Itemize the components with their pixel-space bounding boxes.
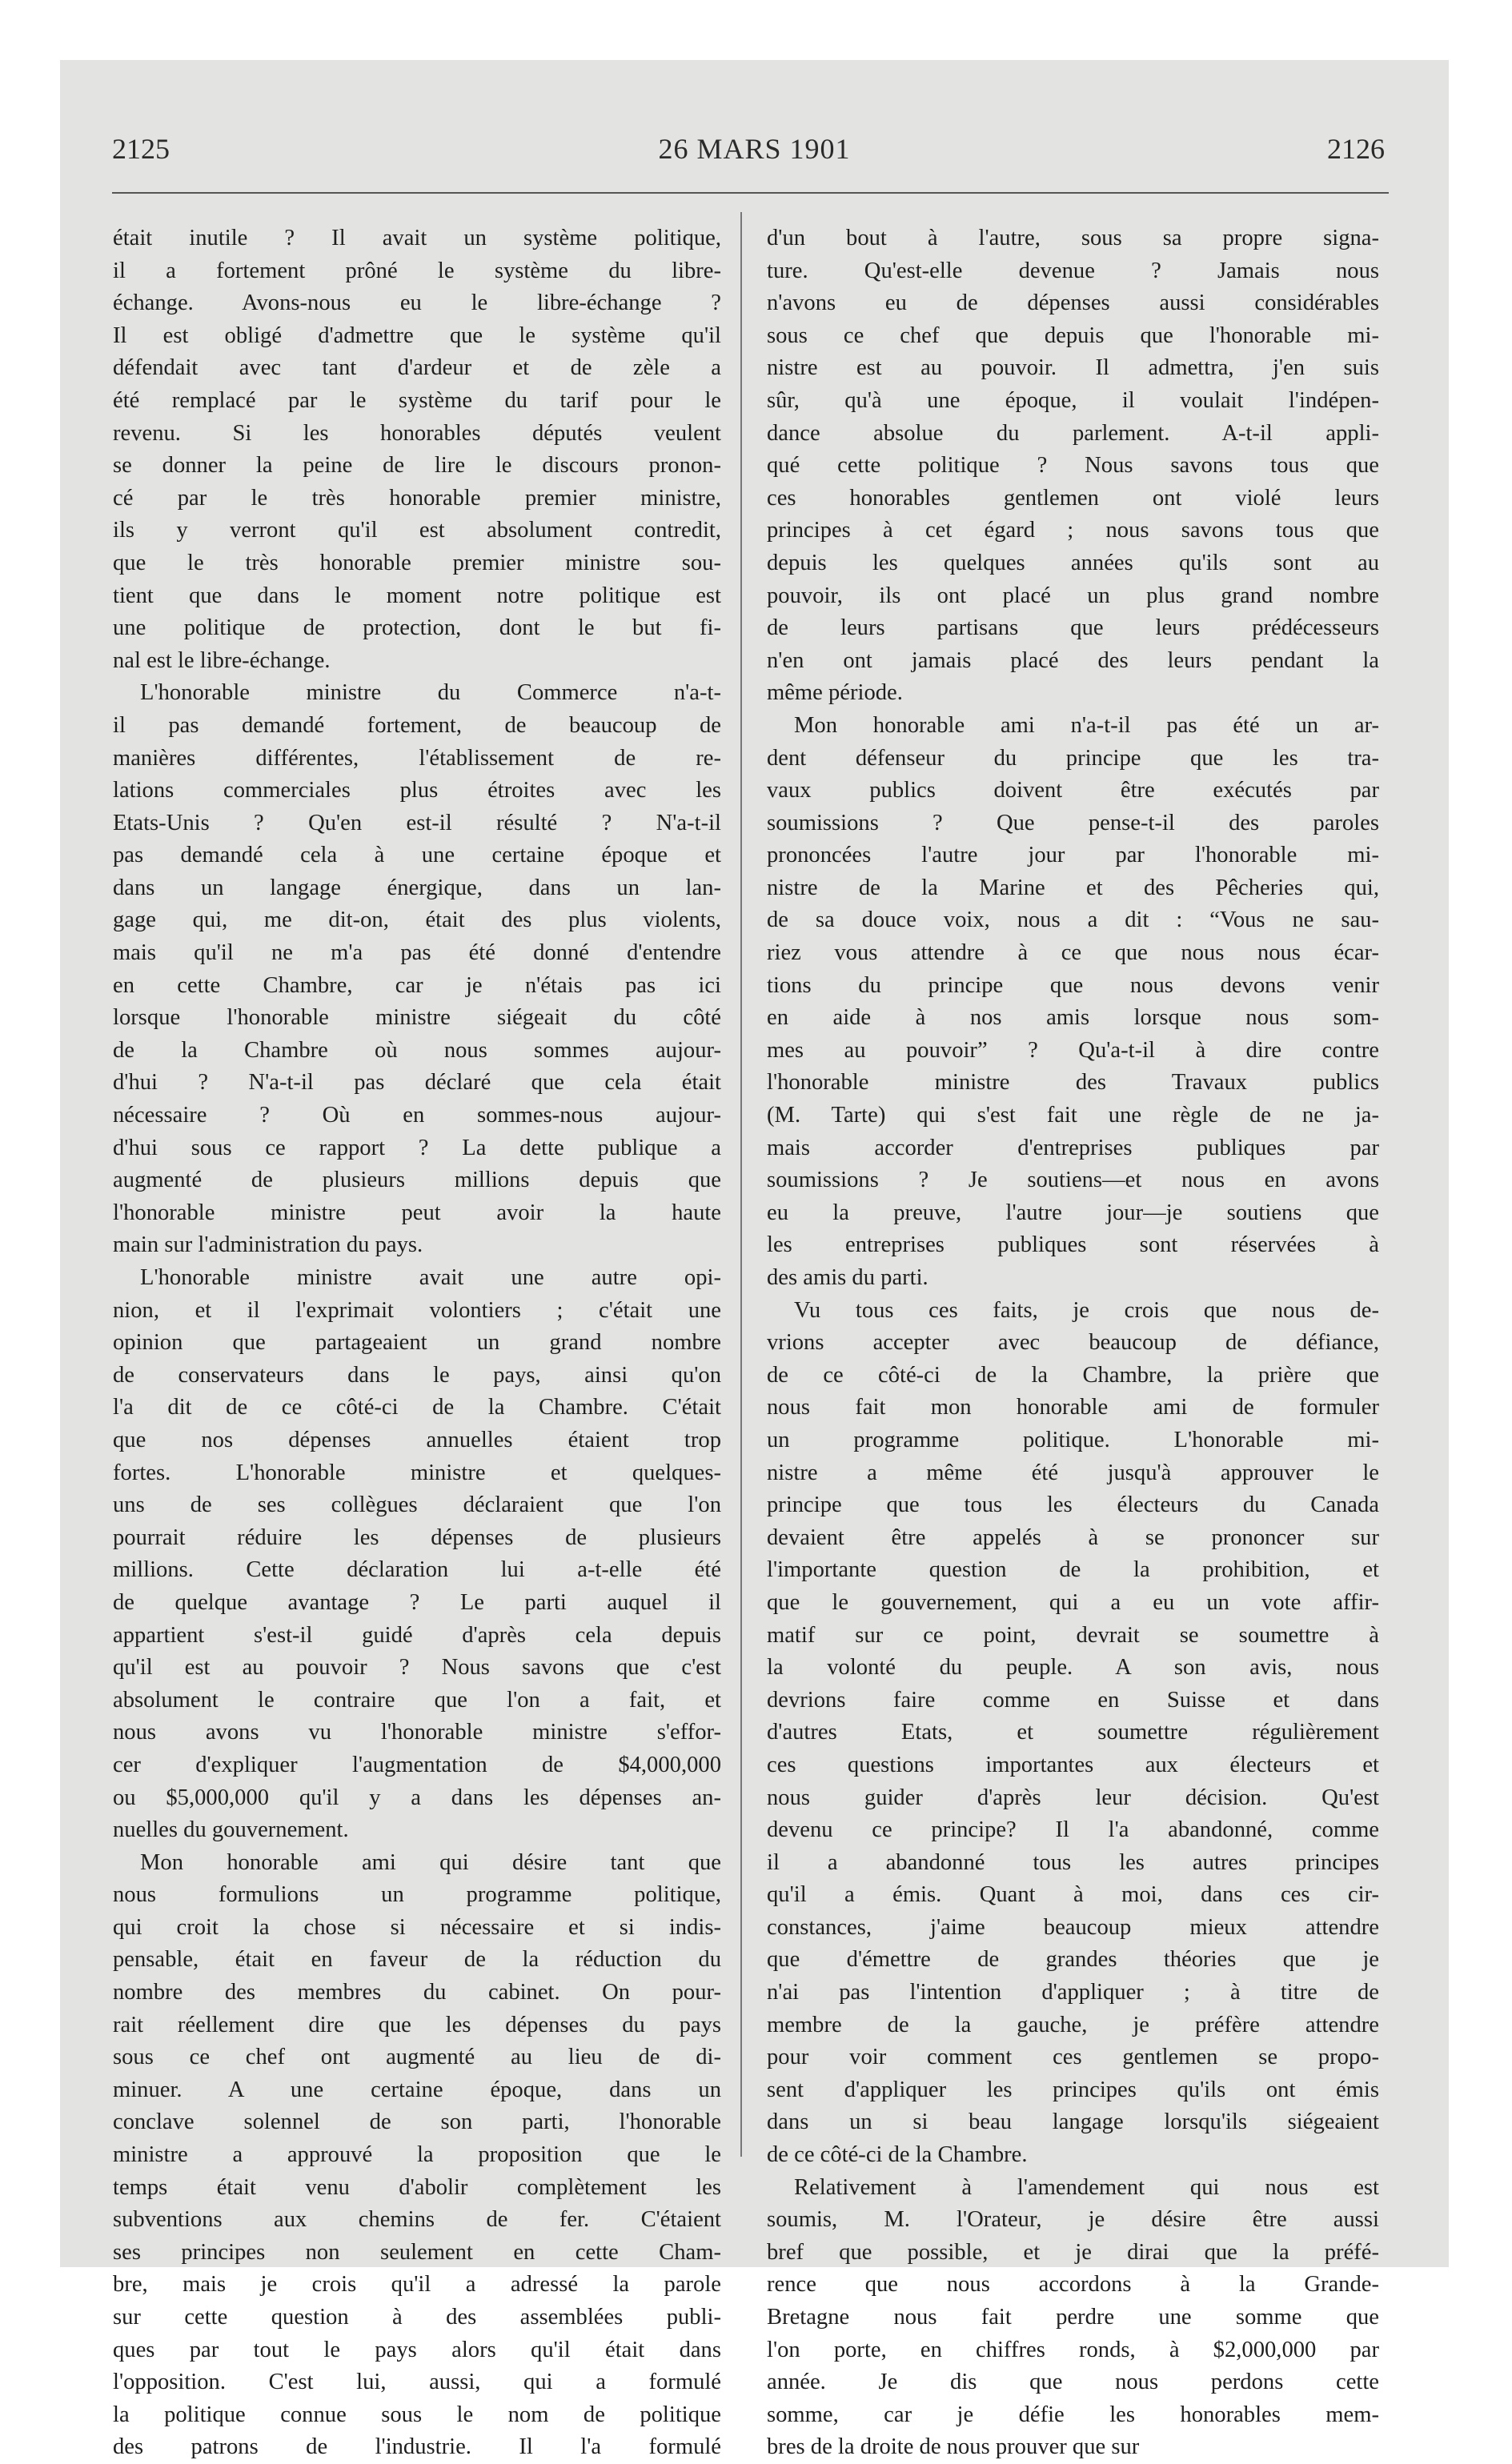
text-line: devrions faire comme en Suisse et dans bbox=[767, 1687, 1379, 1713]
text-line: dans un si beau langage lorsqu'ils siégeaient bbox=[767, 2109, 1379, 2135]
text-line: la politique connue sous le nom de politique bbox=[113, 2402, 721, 2427]
text-line: dans un langage énergique, dans un lan- bbox=[113, 875, 721, 900]
page-number-right: 2126 bbox=[1327, 133, 1385, 165]
text-line: Relativement à l'amendement qui nous est bbox=[794, 2174, 1379, 2200]
text-line: fortes. L'honorable ministre et quelques- bbox=[113, 1460, 721, 1485]
text-line: ture. Qu'est-elle devenue ? Jamais nous bbox=[767, 258, 1379, 283]
text-line: soumis, M. l'Orateur, je désire être aussi bbox=[767, 2207, 1379, 2233]
text-line: constances, j'aime beaucoup mieux attendre bbox=[767, 1914, 1379, 1940]
text-line: pouvoir, ils ont placé un plus grand nombre bbox=[767, 583, 1379, 608]
text-line: échange. Avons-nous eu le libre-échange ? bbox=[113, 290, 721, 316]
header-rule bbox=[112, 192, 1389, 194]
text-line: dent défenseur du principe que les tra- bbox=[767, 745, 1379, 771]
text-line: principes à cet égard ; nous savons tous que bbox=[767, 518, 1379, 543]
text-line: que nos dépenses annuelles étaient trop bbox=[113, 1427, 721, 1452]
right-column bbox=[767, 222, 1379, 2464]
text-line: Vu tous ces faits, je crois que nous de- bbox=[794, 1297, 1379, 1323]
text-line: pourrait réduire les dépenses de plusieurs bbox=[113, 1524, 721, 1550]
text-line: bre, mais je crois qu'il a adressé la parole bbox=[113, 2272, 721, 2298]
text-line: riez vous attendre à ce que nous nous écar- bbox=[767, 940, 1379, 966]
text-line: appartient s'est-il guidé d'après cela depuis bbox=[113, 1622, 721, 1648]
text-line: temps était venu d'abolir complètement les bbox=[113, 2174, 721, 2200]
text-line: d'un bout à l'autre, sous sa propre signa- bbox=[767, 226, 1379, 250]
text-line: défendait avec tant d'ardeur et de zèle a bbox=[113, 355, 721, 381]
text-line: de leurs partisans que leurs prédécesseurs bbox=[767, 615, 1379, 641]
text-line: en cette Chambre, car je n'étais pas ici bbox=[113, 972, 721, 998]
text-line: L'honorable ministre avait une autre opi- bbox=[140, 1265, 721, 1290]
text-line: pensable, était en faveur de la réduction du bbox=[113, 1947, 721, 1973]
left-column bbox=[113, 222, 721, 2464]
text-line: minuer. A une certaine époque, dans un bbox=[113, 2077, 721, 2102]
text-line: bres de la droite de nous prouver que sur bbox=[767, 2434, 1140, 2460]
text-line: vaux publics doivent être exécutés par bbox=[767, 778, 1379, 803]
text-line: subventions aux chemins de fer. C'étaient bbox=[113, 2207, 721, 2233]
text-line: n'ai pas l'intention d'appliquer ; à titre de bbox=[767, 1980, 1379, 2005]
text-line: pas demandé cela à une certaine époque et bbox=[113, 843, 721, 868]
text-line: un programme politique. L'honorable mi- bbox=[767, 1427, 1379, 1452]
text-line: était inutile ? Il avait un système politique, bbox=[113, 226, 721, 250]
text-line: que le très honorable premier ministre sou- bbox=[113, 550, 721, 575]
text-line: tient que dans le moment notre politique est bbox=[113, 583, 721, 608]
text-line: ques par tout le pays alors qu'il était dans bbox=[113, 2337, 721, 2362]
text-line: absolument le contraire que l'on a fait, et bbox=[113, 1687, 721, 1713]
text-line: soumissions ? Que pense-t-il des paroles bbox=[767, 810, 1379, 835]
text-line: qu'il a émis. Quant à moi, dans ces cir- bbox=[767, 1882, 1379, 1908]
column-divider bbox=[740, 212, 742, 2157]
text-line: Mon honorable ami qui désire tant que bbox=[140, 1849, 721, 1875]
text-line: mes au pouvoir” ? Qu'a-t-il à dire contre bbox=[767, 1037, 1379, 1063]
text-line: l'a dit de ce côté-ci de la Chambre. C'était bbox=[113, 1395, 721, 1420]
text-line: l'on porte, en chiffres ronds, à $2,000,000 par bbox=[767, 2337, 1379, 2362]
text-line: devenu ce principe? Il l'a abandonné, comme bbox=[767, 1817, 1379, 1843]
text-line: augmenté de plusieurs millions depuis que bbox=[113, 1168, 721, 1193]
text-line: que d'émettre de grandes théories que je bbox=[767, 1947, 1379, 1973]
text-line: même période. bbox=[767, 680, 903, 706]
text-line: n'avons eu de dépenses aussi considérables bbox=[767, 290, 1379, 316]
text-line: l'importante question de la prohibition, et bbox=[767, 1557, 1379, 1583]
text-line: nistre de la Marine et des Pêcheries qui, bbox=[767, 875, 1379, 900]
text-line: opinion que partageaient un grand nombre bbox=[113, 1330, 721, 1356]
text-line: prononcées l'autre jour par l'honorable mi- bbox=[767, 843, 1379, 868]
text-line: rence que nous accordons à la Grande- bbox=[767, 2272, 1379, 2298]
text-line: de la Chambre où nous sommes aujour- bbox=[113, 1037, 721, 1063]
text-line: l'opposition. C'est lui, aussi, qui a formulé bbox=[113, 2370, 721, 2395]
text-line: été remplacé par le système du tarif pour le bbox=[113, 387, 721, 413]
text-line: ses principes non seulement en cette Cham- bbox=[113, 2239, 721, 2265]
text-line: de ce côté-ci de la Chambre, la prière que bbox=[767, 1362, 1379, 1388]
text-line: il pas demandé fortement, de beaucoup de bbox=[113, 712, 721, 738]
text-line: année. Je dis que nous perdons cette bbox=[767, 2370, 1379, 2395]
text-line: la volonté du peuple. A son avis, nous bbox=[767, 1655, 1379, 1681]
text-line: main sur l'administration du pays. bbox=[113, 1232, 423, 1258]
text-line: nous formulions un programme politique, bbox=[113, 1882, 721, 1908]
text-line: cer d'expliquer l'augmentation de $4,000,000 bbox=[113, 1752, 721, 1777]
text-line: se donner la peine de lire le discours pronon- bbox=[113, 453, 721, 479]
text-line: de conservateurs dans le pays, ainsi qu'on bbox=[113, 1362, 721, 1388]
page-header bbox=[60, 132, 1449, 172]
text-line: vrions accepter avec beaucoup de défiance, bbox=[767, 1330, 1379, 1356]
text-line: nécessaire ? Où en sommes-nous aujour- bbox=[113, 1103, 721, 1128]
text-line: matif sur ce point, devrait se soumettre à bbox=[767, 1622, 1379, 1648]
text-line: devaient être appelés à se prononcer sur bbox=[767, 1524, 1379, 1550]
text-line: Mon honorable ami n'a-t-il pas été un ar- bbox=[794, 712, 1379, 738]
text-line: revenu. Si les honorables députés veulent bbox=[113, 420, 721, 446]
text-line: membre de la gauche, je préfère attendre bbox=[767, 2012, 1379, 2037]
text-line: sous ce chef ont augmenté au lieu de di- bbox=[113, 2045, 721, 2070]
text-line: ministre a approuvé la proposition que le bbox=[113, 2142, 721, 2168]
text-line: nistre est au pouvoir. Il admettra, j'en suis bbox=[767, 355, 1379, 381]
text-line: millions. Cette déclaration lui a-t-elle été bbox=[113, 1557, 721, 1583]
text-line: nion, et il l'exprimait volontiers ; c'était une bbox=[113, 1297, 721, 1323]
text-line: Il est obligé d'admettre que le système qu'il bbox=[113, 323, 721, 348]
text-line: nistre a même été jusqu'à approuver le bbox=[767, 1460, 1379, 1485]
text-line: qu'il est au pouvoir ? Nous savons que c'est bbox=[113, 1655, 721, 1681]
scanned-page bbox=[60, 60, 1449, 2460]
text-line: Etats-Unis ? Qu'en est-il résulté ? N'a-t-il bbox=[113, 810, 721, 835]
text-line: des amis du parti. bbox=[767, 1265, 928, 1290]
text-line: uns de ses collègues déclaraient que l'on bbox=[113, 1492, 721, 1518]
text-line: ces honorables gentlemen ont violé leurs bbox=[767, 485, 1379, 511]
text-line: les entreprises publiques sont réservées à bbox=[767, 1232, 1379, 1258]
text-line: sur cette question à des assemblées publi- bbox=[113, 2305, 721, 2330]
text-line: cé par le très honorable premier ministre, bbox=[113, 485, 721, 511]
text-line: d'autres Etats, et soumettre régulièrement bbox=[767, 1720, 1379, 1745]
text-line: nal est le libre-échange. bbox=[113, 647, 331, 673]
text-line: L'honorable ministre du Commerce n'a-t- bbox=[140, 680, 721, 706]
text-line: d'hui sous ce rapport ? La dette publique a bbox=[113, 1135, 721, 1160]
text-line: de sa douce voix, nous a dit : “Vous ne sau- bbox=[767, 907, 1379, 933]
text-line: tions du principe que nous devons venir bbox=[767, 972, 1379, 998]
text-line: mais qu'il ne m'a pas été donné d'entendre bbox=[113, 940, 721, 966]
text-line: de ce côté-ci de la Chambre. bbox=[767, 2142, 1028, 2168]
text-line: en aide à nos amis lorsque nous som- bbox=[767, 1005, 1379, 1031]
text-line: pour voir comment ces gentlemen se propo- bbox=[767, 2045, 1379, 2070]
text-line: ou $5,000,000 qu'il y a dans les dépenses an- bbox=[113, 1785, 721, 1810]
text-line: somme, car je défie les honorables mem- bbox=[767, 2402, 1379, 2427]
text-line: eu la preuve, l'autre jour—je soutiens que bbox=[767, 1200, 1379, 1225]
text-line: manières différentes, l'établissement de re- bbox=[113, 745, 721, 771]
page-number-left: 2125 bbox=[112, 133, 170, 165]
text-line: qui croit la chose si nécessaire et si indis- bbox=[113, 1914, 721, 1940]
text-line: (M. Tarte) qui s'est fait une règle de ne ja- bbox=[767, 1103, 1379, 1128]
text-line: bref que possible, et je dirai que la préfé- bbox=[767, 2239, 1379, 2265]
text-line: gage qui, me dit-on, était des plus violents, bbox=[113, 907, 721, 933]
text-line: mais accorder d'entreprises publiques par bbox=[767, 1135, 1379, 1160]
text-line: l'honorable ministre des Travaux publics bbox=[767, 1070, 1379, 1096]
text-line: nous avons vu l'honorable ministre s'effor- bbox=[113, 1720, 721, 1745]
text-line: qué cette politique ? Nous savons tous que bbox=[767, 453, 1379, 479]
text-line: que le gouvernement, qui a eu un vote affir- bbox=[767, 1589, 1379, 1615]
header-date: 26 MARS 1901 bbox=[658, 133, 851, 165]
text-line: nombre des membres du cabinet. On pour- bbox=[113, 1980, 721, 2005]
text-line: rait réellement dire que les dépenses du pays bbox=[113, 2012, 721, 2037]
text-line: sous ce chef que depuis que l'honorable mi- bbox=[767, 323, 1379, 348]
text-line: nuelles du gouvernement. bbox=[113, 1817, 349, 1843]
text-line: il a abandonné tous les autres principes bbox=[767, 1849, 1379, 1875]
text-line: des patrons de l'industrie. Il l'a formulé bbox=[113, 2434, 721, 2460]
text-line: une politique de protection, dont le but fi- bbox=[113, 615, 721, 641]
text-line: nous fait mon honorable ami de formuler bbox=[767, 1395, 1379, 1420]
text-line: dance absolue du parlement. A-t-il appli- bbox=[767, 420, 1379, 446]
text-line: sûr, qu'à une époque, il voulait l'indépen- bbox=[767, 387, 1379, 413]
text-line: ces questions importantes aux électeurs et bbox=[767, 1752, 1379, 1777]
text-line: conclave solennel de son parti, l'honorable bbox=[113, 2109, 721, 2135]
text-line: nous guider d'après leur décision. Qu'est bbox=[767, 1785, 1379, 1810]
text-line: d'hui ? N'a-t-il pas déclaré que cela était bbox=[113, 1070, 721, 1096]
text-line: de quelque avantage ? Le parti auquel il bbox=[113, 1589, 721, 1615]
text-line: il a fortement prôné le système du libre- bbox=[113, 258, 721, 283]
text-line: principe que tous les électeurs du Canada bbox=[767, 1492, 1379, 1518]
text-line: ils y verront qu'il est absolument contredit, bbox=[113, 518, 721, 543]
text-line: depuis les quelques années qu'ils sont au bbox=[767, 550, 1379, 575]
text-line: lorsque l'honorable ministre siégeait du côté bbox=[113, 1005, 721, 1031]
text-line: l'honorable ministre peut avoir la haute bbox=[113, 1200, 721, 1225]
text-line: Bretagne nous fait perdre une somme que bbox=[767, 2305, 1379, 2330]
text-line: sent d'appliquer les principes qu'ils ont émis bbox=[767, 2077, 1379, 2102]
text-line: lations commerciales plus étroites avec les bbox=[113, 778, 721, 803]
text-line: soumissions ? Je soutiens—et nous en avons bbox=[767, 1168, 1379, 1193]
text-line: n'en ont jamais placé des leurs pendant la bbox=[767, 647, 1379, 673]
